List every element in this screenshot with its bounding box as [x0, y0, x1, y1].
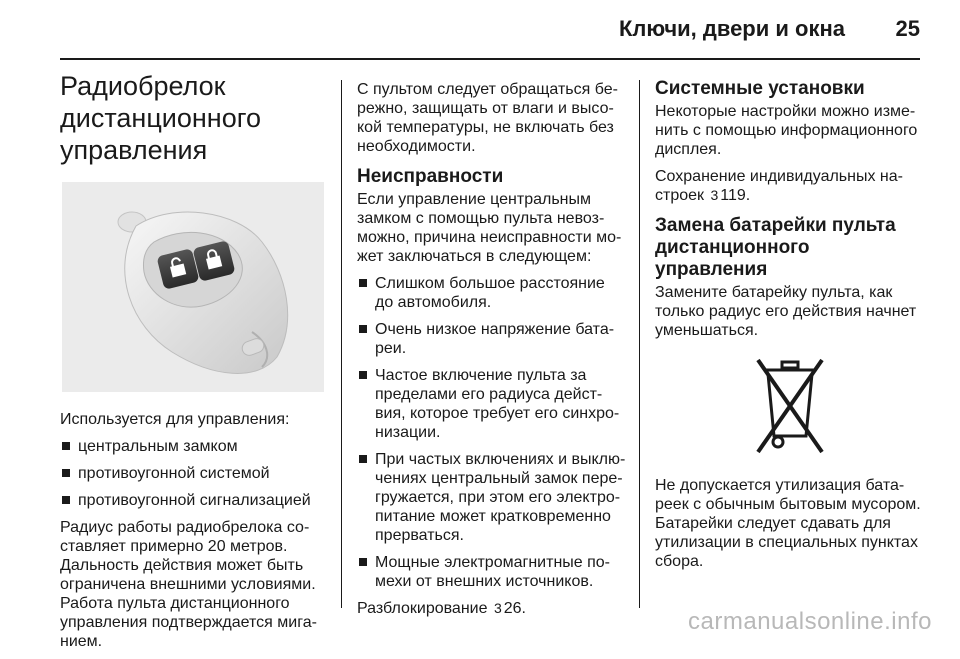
column-divider-1 — [341, 80, 342, 608]
list-item: Слишком большое расстояние до автомобиля. — [357, 274, 627, 312]
unlock-reference[interactable] — [357, 599, 627, 618]
section-title-faults: Неисправности — [357, 166, 504, 187]
reference-page: 119. — [720, 187, 751, 204]
key-fob-illustration — [62, 182, 324, 392]
reference-arrow-icon: 3 — [710, 187, 719, 203]
usage-intro: Используется для управления: — [60, 411, 290, 428]
column-2 — [357, 80, 627, 626]
usage-list — [60, 437, 328, 510]
section-title-battery: Замена батарейки пульта дистанционного управления — [655, 215, 896, 280]
settings-reference[interactable] — [655, 167, 925, 205]
faults-list — [357, 274, 627, 591]
page-header — [0, 0, 960, 60]
title-line-1: Радиобрелок — [60, 71, 226, 101]
reference-label: Разблокирование — [357, 600, 488, 617]
settings-paragraph: Некоторые настройки можно изме-нить с помощью информационного дисплея. — [655, 103, 918, 158]
list-item: Частое включение пульта за пределами его радиуса дейст-вия, которое требует его синхро-низации. — [357, 366, 627, 442]
faults-paragraph: Если управление центральным замком с помощью пульта невоз-можно, причина неисправности мо-жет заключаться в следующем: — [357, 191, 622, 265]
list-item: центральным замком — [60, 437, 328, 456]
disposal-warning: Не допускается утилизация бата-реек с обычным бытовым мусором. Батарейки следует сдавать для утилизации в специальных пунктах сбора. — [655, 477, 921, 570]
chapter-title: Ключи, двери и окна — [619, 16, 845, 41]
crossed-out-bin-icon — [740, 354, 840, 458]
range-paragraph: Радиус работы радиобрелока со-ставляет примерно 20 метров. Дальность действия может быть ограничена внешними условиями. Работа пульта дистанционного управления подтверждается мига-нием. — [60, 519, 317, 650]
title-line-3: управления — [60, 135, 208, 165]
column-1 — [60, 70, 328, 659]
list-item: Очень низкое напряжение бата-реи. — [357, 320, 627, 358]
section-title-remote — [60, 70, 328, 166]
list-item: противоугонной системой — [60, 464, 328, 483]
reference-arrow-icon: 3 — [493, 600, 502, 616]
header-divider — [60, 58, 920, 60]
care-paragraph: С пультом следует обращаться бе-режно, защищать от влаги и высо-кой температуры, не включать без необходимости. — [357, 81, 618, 155]
page-number: 25 — [895, 16, 920, 41]
title-line-2: дистанционного — [60, 103, 261, 133]
list-item: Мощные электромагнитные по-мехи от внешних источников. — [357, 553, 627, 591]
list-item: При частых включениях и выклю-чениях центральный замок пере-гружается, при этом его электро-питание может кратковременно прерваться. — [357, 450, 627, 545]
reference-page: 26. — [503, 600, 526, 617]
watermark: carmanualsonline.info — [688, 608, 932, 635]
column-3 — [655, 78, 925, 579]
section-title-settings: Системные установки — [655, 78, 865, 99]
reference-label: Сохранение индивидуальных на-строек — [655, 168, 903, 204]
list-item: противоугонной сигнализацией — [60, 491, 328, 510]
column-divider-2 — [639, 80, 640, 608]
battery-paragraph: Замените батарейку пульта, как только радиус его действия начнет уменьшаться. — [655, 284, 917, 339]
